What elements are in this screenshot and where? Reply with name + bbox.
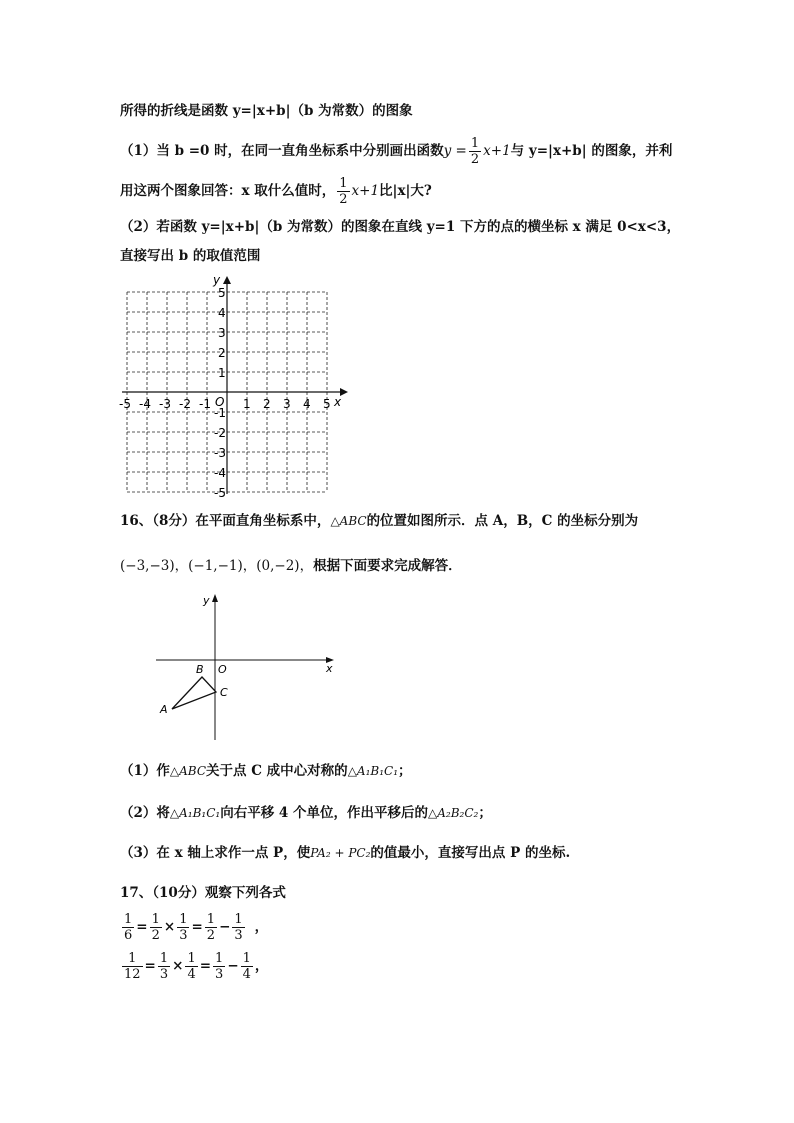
y-tick-label: -5: [214, 486, 226, 500]
q16-coords-line: [120, 556, 462, 576]
grid-ylabel: y: [213, 273, 221, 287]
q17-eq2: [120, 951, 268, 982]
q16-ylabel: y: [203, 594, 210, 607]
q16-coords-tail: 根据下面要求完成解答．: [313, 558, 462, 574]
x-tick-label: 1: [243, 397, 251, 411]
eq1-frac-b: $\frac{1}{2}$: [151, 912, 160, 943]
eq1-minus: −: [219, 919, 231, 935]
q15-p2-line2: 直接写出 b 的取值范围: [120, 248, 261, 264]
y-tick-label: -1: [214, 406, 226, 420]
eq1-end: ，: [254, 919, 269, 935]
q16-p3: [120, 843, 570, 863]
q15-p1-text-b: 与 y=|x+b| 的图象，并利: [510, 143, 673, 159]
y-tick-label: -3: [214, 446, 226, 460]
q15-p2-line1: （2）若函数 y=|x+b|（b 为常数）的图象在直线 y=1 下方的点的横坐标 x 满足 0<x<3，: [120, 219, 681, 235]
q16-head-b: 的位置如图所示．点 A，B，C 的坐标分别为: [366, 513, 639, 529]
x-tick-label: 5: [323, 397, 331, 411]
eq1-frac-d: $\frac{1}{2}$: [206, 912, 216, 943]
eq2-frac-c: $\frac{1}{4}$: [187, 951, 196, 982]
eq1-eq1: =: [136, 919, 148, 935]
q16-p3-c: 的值最小，直接写出点 P 的坐标.: [370, 845, 571, 861]
q16-p3-b: PA₂ + PC₂: [310, 846, 371, 860]
q16-figure: [150, 590, 340, 742]
q16-p2-c: 向右平移 4 个单位，作出平移后的: [220, 805, 429, 821]
q15-p1-line2: [120, 176, 432, 207]
q15-p1-expr: x+1: [483, 143, 511, 159]
q15-p1-yeq: y =: [443, 143, 467, 159]
grid-origin: O: [215, 395, 225, 409]
x-tick-label: 2: [263, 397, 271, 411]
x-tick-label: 4: [303, 397, 311, 411]
q16-head-a: 16、（8分）在平面直角坐标系中，: [120, 513, 331, 529]
q16-xlabel: x: [326, 662, 333, 675]
eq1-frac-a: $\frac{1}{6}$: [124, 912, 133, 943]
x-tick-label: -2: [179, 397, 191, 411]
x-tick-label: -5: [119, 397, 131, 411]
label-a: A: [160, 703, 168, 716]
eq2-times: ×: [172, 958, 184, 974]
q16-p1-b: △ABC: [169, 764, 207, 778]
q16-head-abc: △ABC: [330, 514, 367, 528]
q16-p1-c: 关于点 C 成中心对称的: [206, 763, 348, 779]
y-tick-label: 5: [218, 286, 226, 300]
q16-p1: [120, 761, 412, 781]
q15-p1-frac2: $\frac{1}{2}$: [339, 176, 348, 207]
q17-head: 17、（10分）观察下列各式: [120, 885, 286, 901]
q16-p2-a: （2）将: [120, 805, 170, 821]
q16-head: [120, 511, 638, 531]
y-tick-label: -2: [214, 426, 226, 440]
eq2-frac-a: $\frac{1}{12}$: [124, 951, 141, 982]
q15-p1-text-d: 比|x|大?: [379, 183, 432, 199]
q16-origin: O: [218, 663, 227, 676]
q16-coords: (−3,−3)，(−1,−1)，(0,−2)，: [120, 558, 314, 574]
eq2-frac-b: $\frac{1}{3}$: [159, 951, 169, 982]
y-tick-label: 1: [218, 366, 226, 380]
x-tick-label: -1: [199, 397, 211, 411]
x-tick-label: -3: [159, 397, 171, 411]
q16-p1-d: △A₁B₁C₁: [347, 764, 399, 778]
q17-eq1: [120, 912, 268, 943]
eq1-frac-e: $\frac{1}{3}$: [234, 912, 243, 943]
y-tick-label: -4: [214, 466, 226, 480]
label-c: C: [220, 686, 228, 699]
q15-p1-text-c: 用这两个图象回答：x 取什么值时，: [120, 183, 336, 199]
eq2-eq2: =: [199, 958, 212, 974]
y-tick-label: 3: [218, 326, 226, 340]
q15-p1-frac: $\frac{1}{2}$: [470, 136, 480, 167]
eq2-frac-e: $\frac{1}{4}$: [242, 951, 251, 982]
q16-p2-b: △A₁B₁C₁: [169, 806, 221, 820]
q16-p2: [120, 803, 492, 823]
grid-yticks: [214, 286, 226, 500]
eq1-frac-c: $\frac{1}{3}$: [179, 912, 188, 943]
q15-grid-figure: [112, 272, 352, 504]
q16-p1-e: ；: [398, 763, 412, 779]
eq2-minus: −: [227, 958, 239, 974]
x-tick-label: -4: [139, 397, 151, 411]
label-b: B: [196, 663, 204, 676]
q15-p1-expr2: x+1: [351, 183, 380, 199]
x-axis-arrow: [340, 388, 348, 396]
y-axis-arrow: [223, 276, 231, 284]
q16-p2-d: △A₂B₂C₂: [428, 806, 479, 820]
q15-p1-text-a: （1）当 b =0 时，在同一直角坐标系中分别画出函数: [120, 143, 444, 159]
intro-line: 所得的折线是函数 y=|x+b|（b 为常数）的图象: [120, 103, 413, 119]
eq1-times: ×: [163, 919, 176, 935]
y-tick-label: 4: [218, 306, 226, 320]
x-tick-label: 3: [283, 397, 291, 411]
q16-p3-a: （3）在 x 轴上求作一点 P，使: [120, 845, 311, 861]
eq2-eq1: =: [144, 958, 156, 974]
q16-p1-a: （1）作: [120, 763, 170, 779]
grid-xlabel: x: [334, 395, 342, 409]
y-tick-label: 2: [218, 346, 226, 360]
triangle-abc: [172, 677, 216, 709]
q16-y-arrow: [212, 594, 218, 602]
eq2-frac-d: $\frac{1}{3}$: [215, 951, 224, 982]
q15-p1-line1: [120, 136, 672, 167]
eq2-end: ，: [254, 958, 269, 974]
q16-p2-e: ；: [478, 805, 492, 821]
eq1-eq2: =: [191, 919, 203, 935]
